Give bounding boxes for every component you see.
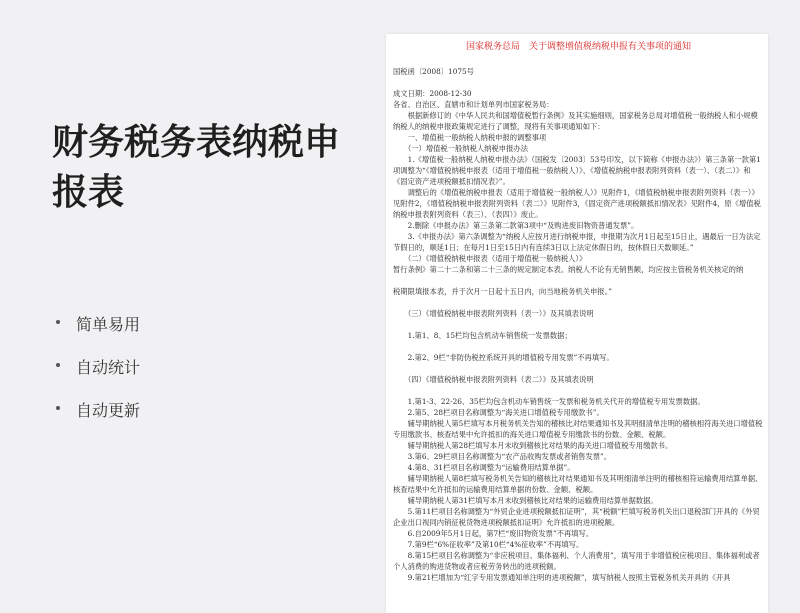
document-line: 暂行条例》第二十二条和第二十三条的规定制定本表。纳税人不论有无销售额，均应按主管税务机关核定的纳 [393,265,744,274]
bullet-dot-icon [56,363,60,367]
document-line: 1.第1、8、15栏均包含机动车销售统一发票数据； [393,331,572,340]
document-line: 6.自2009年5月1日起，第7栏“废旧物资发票”不再填写。 [393,529,594,538]
document-line: 9.第21栏增加为“红字专用发票通知单注明的进项税额”，填写纳税人按照主管税务机关开具的《开具 [393,573,731,582]
feature-list [52,312,140,441]
document-line: （二）《增值税纳税申报表（适用于增值税一般纳税人）》 [393,254,587,263]
feature-item [52,398,140,441]
document-line: 辅导期纳税人第28栏填写本月未收到稽核比对结果的海关进口增值税专用缴款书。 [393,441,673,450]
document-line: 一、增值税一般纳税人纳税申报的调整事项 [393,133,547,142]
feature-label: 简单易用 [76,315,141,334]
document-line [393,297,764,308]
feature-item [52,355,140,398]
bullet-dot-icon [56,406,60,410]
document-line: 国税函〔2008〕1075号 [393,67,474,76]
feature-label: 自动统计 [76,358,141,377]
document-line: 3.《申报办法》第六条调整为“纳税人应按月进行纳税申报，申报期为次月1日起至15日止，遇最后一日为法定节假日的，顺延1日；在每月1日至15日内有连续3日以上法定休假日的，按休假日天数顺延。” [393,232,761,252]
document-line [393,341,764,352]
document-line [393,363,764,374]
document-line: 7.第9栏“6%征收率”及第10栏“4%征收率”不再填写。 [393,540,584,549]
document-line [393,275,764,286]
document-line: 各省、自治区、直辖市和计划单列市国家税务局： [393,100,554,109]
document-line: 2.第2、9栏“非防伪税控系统开具的增值税专用发票”不再填写。 [393,353,614,362]
document-line: （一）增值税一般纳税人纳税申报办法 [393,144,528,153]
document-line: 辅导期纳税人第5栏填写本月税务机关告知的稽核比对结果通知书及其明细清单注明的稽核相符海关进口增值税专用缴款书、核查结果中允许抵扣的海关进口增值税专用缴款书的份数、金额、税额。 [393,419,763,439]
document-line: 税期限填报本表，并于次月一日起十五日内，向当地税务机关申报。” [393,287,612,296]
document-line [393,319,764,330]
document-line: 5.第11栏项目名称调整为“外贸企业进项税额抵扣证明”，其“税额”栏填写税务机关出口退税部门开具的《外贸企业出口视同内销征税货物进项税额抵扣证明》允许抵扣的进项税额。 [393,507,760,527]
feature-label: 自动更新 [76,401,141,420]
document-line: 8.第15栏项目名称调整为“非应税项目、集体福利、个人消费用”，填写用于非增值税应税项目、集体福利或者个人消费的购进货物或者应税劳务转出的进项税额。 [393,551,760,571]
document-line [393,385,764,396]
document-preview [386,34,768,613]
document-body [393,66,764,583]
document-line: 调整后的《增值税纳税申报表（适用于增值税一般纳税人）》见附件1，《增值税纳税申报表附列资料（表一）》见附件2，《增值税纳税申报表附列资料（表二）》见附件3，《固定资产进项税额抵扣情况表》见附件4，原《增值税纳税申报表附列资料（表三）、（表四）》废止。 [393,188,761,219]
document-line [393,77,764,88]
document-line: 1.第1-3、22-26、35栏均包含机动车销售统一发票和税务机关代开的增值税专用发票数据。 [393,397,705,406]
document-line: 辅导期纳税人第8栏填写税务机关告知的稽核比对结果通知书及其明细清单注明的稽核相符运输费用结算单据、核查结果中允许抵扣的运输费用结算单据的份数、金额、税额。 [393,474,763,494]
document-line: 1.《增值税一般纳税人纳税申报办法》（国税发〔2003〕53号印发，以下简称《申报办法》）第三条第一款第1项调整为“《增值税纳税申报表（适用于增值税一般纳税人）》、《增值税纳税申报表附列资料（表一）、（表二）》和《固定资产进项税额抵扣情况表》”。 [393,155,761,186]
document-line: 4.第8、31栏项目名称调整为“运输费用结算单据”。 [393,463,575,472]
feature-item [52,312,140,355]
document-line: （四）《增值税纳税申报表附列资料（表二）》及其填表说明 [393,375,594,384]
document-line: 成文日期：2008-12-30 [393,89,472,98]
document-line: 辅导期纳税人第31栏填写本月未收到稽核比对结果的运输费用结算单据数据。 [393,496,658,505]
document-line: （三）《增值税纳税申报表附列资料（表一）》及其填表说明 [393,309,594,318]
document-line: 2.第5、28栏项目名称调整为“海关进口增值税专用缴款书”。 [393,408,604,417]
bullet-dot-icon [56,320,60,324]
document-line: 2.删除《申报办法》第三条第二款第3项中“及购进废旧物资普通发票”。 [393,221,639,230]
document-line: 3.第6、29栏项目名称调整为“农产品收购发票或者销售发票”。 [393,452,612,461]
document-line: 根据新修订的《中华人民共和国增值税暂行条例》及其实施细则，国家税务总局对增值税一般纳税人和小规模纳税人的纳税申报政策规定进行了调整，现将有关事项通知如下： [393,111,758,131]
slide-title: 财务税务表纳税申报表 [52,122,341,213]
document-title: 国家税务总局 关于调整增值税纳税申报有关事项的通知 [465,42,691,52]
